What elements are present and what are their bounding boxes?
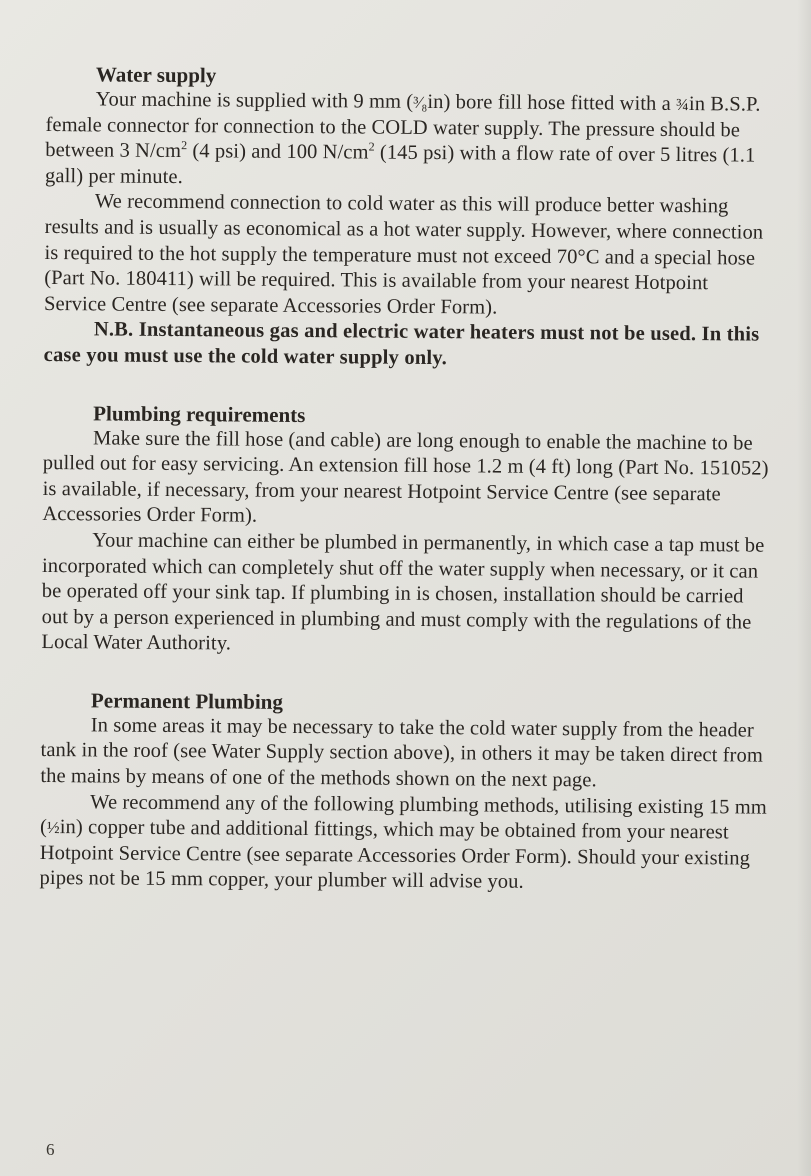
page-shadow	[797, 0, 811, 1176]
fraction: ¾	[676, 94, 690, 115]
paragraph: In some areas it may be necessary to take the cold water supply from the header tank in the roof (see Water Supply section above), in others it may be taken direct from the mains by means of one of the methods shown on the next page.	[40, 714, 764, 792]
paragraph: Make sure the fill hose (and cable) are long enough to enable the machine to be pulled out for easy servicing. An extension fill hose 1.2 m (4 ft) long (Part No. 151052) is available, if necessary, from your nearest Hotpoint Service Centre (see separate Accessories Order Form).	[42, 426, 769, 527]
text-run: in) bore fill hose fitted with a	[427, 90, 677, 115]
superscript: 2	[181, 138, 188, 153]
section-water-supply	[44, 62, 776, 374]
paragraph	[45, 87, 776, 195]
text-run: We recommend any of the following plumbing methods, utilising existing 15 mm (	[39, 791, 767, 839]
paragraph: Your machine can either be plumbed in permanently, in which case a tap must be incorporated which can completely shut off the water supply when necessary, or it can be operated off your sink tap. If plumbing in is chosen, installation should be carried out by a person experienced in plumbing and must comply with the regulations of the Local Water Authority.	[41, 529, 765, 655]
fraction: ³⁄₈	[413, 92, 428, 112]
superscript: 2	[368, 139, 375, 154]
text-run: in) copper tube and additional fittings, which may be obtained from your nearest Hotpoint Service Centre (see separate Accessories Order Form). Should your existing pipes not be 15 mm copper, your plumber will advise you.	[39, 816, 751, 894]
page-content	[39, 62, 776, 930]
text-run: in B.S.P. female connector for connection to the COLD water supply. The pressure should be between 3 N/cm	[45, 93, 761, 163]
section-plumbing-requirements	[41, 401, 773, 662]
paragraph: We recommend connection to cold water as this will produce better washing results and is usually as economical as a hot water supply. However, where connection is required to the hot supply the temperature must not exceed 70°C and a special hose (Part No. 180411) will be required. This is available from your nearest Hotpoint Service Centre (see separate Accessories Order Form).	[44, 190, 764, 319]
section-permanent-plumbing	[39, 688, 771, 898]
section-heading: Plumbing requirements	[93, 400, 306, 427]
text-run: Your machine is supplied with 9 mm (	[95, 88, 414, 113]
warning-note: N.B. Instantaneous gas and electric water heaters must not be used. In this case you must use the cold water supply only.	[43, 318, 760, 370]
paragraph	[39, 790, 770, 898]
fraction: ½	[46, 818, 60, 838]
section-heading: Water supply	[95, 62, 217, 88]
page-number: 6	[46, 1140, 55, 1159]
text-run: (4 psi) and 100 N/cm	[187, 140, 369, 164]
text-run: (145 psi) with a flow rate of over 5 litres (1.1 gall) per minute.	[45, 141, 756, 188]
section-heading: Permanent Plumbing	[90, 688, 283, 714]
